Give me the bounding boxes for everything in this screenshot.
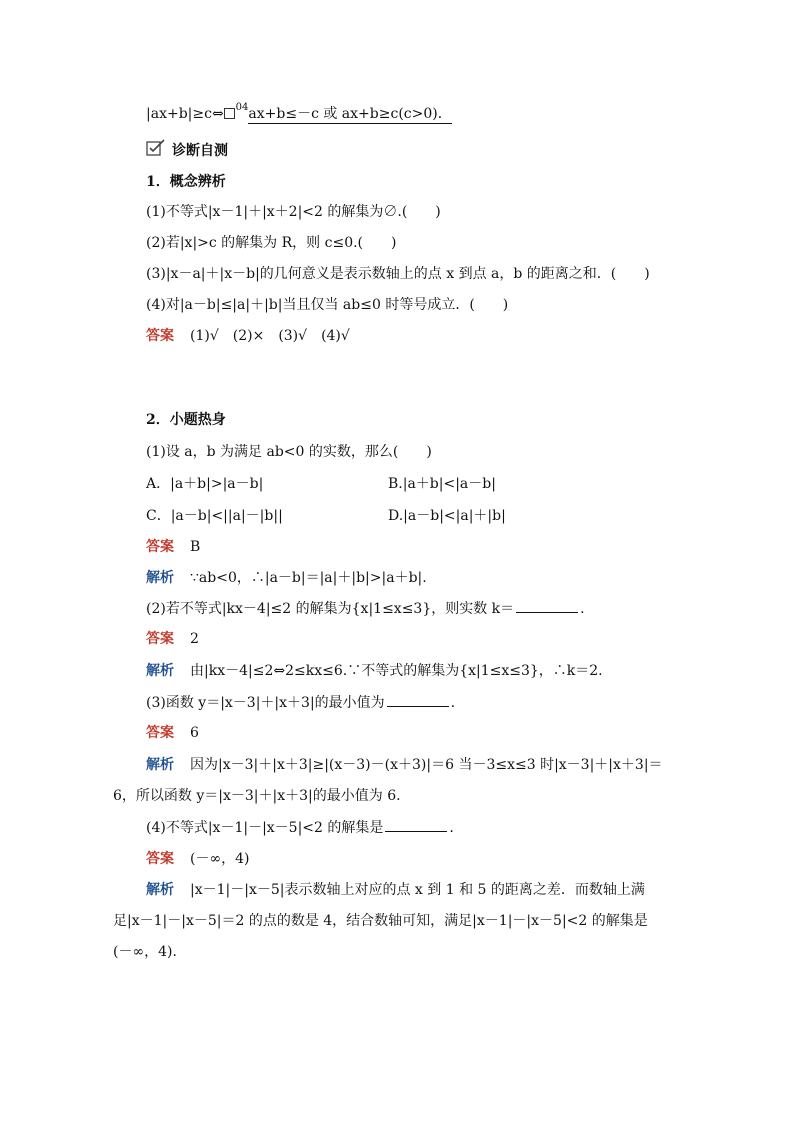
answer-text: B — [190, 539, 201, 555]
formula-underlined: ax+b≤－c 或 ax+b≥c(c>0)． — [248, 106, 452, 122]
q2-p1-optC: C．|a－b|<||a|－|b|| — [146, 508, 283, 524]
solution-label: 解析 — [146, 757, 174, 773]
answer-label: 答案 — [146, 631, 174, 647]
q2-p2-stem — [146, 598, 585, 619]
solution-label: 解析 — [146, 882, 174, 898]
q1-item-3: (3)|x－a|＋|x－b|的几何意义是表示数轴上的点 x 到点 a，b 的距离之和．( ) — [146, 266, 650, 282]
stem-end: . — [449, 820, 454, 836]
q1-item-1: (1)不等式|x－1|＋|x＋2|<2 的解集为∅.( ) — [146, 204, 441, 220]
solution-text: |x－1|－|x－5|表示数轴上对应的点 x 到 1 和 5 的距离之差．而数轴上满 — [190, 882, 645, 898]
q2-p3-solution-line2: 6，所以函数 y＝|x－3|＋|x＋3|的最小值为 6. — [113, 788, 401, 804]
answer-text: 2 — [190, 631, 199, 647]
q2-p4-stem — [146, 817, 454, 838]
answer-text: (－∞，4) — [190, 851, 250, 867]
q2-p1-optB: B.|a＋b|<|a－b| — [388, 476, 496, 492]
q2-p1-stem: (1)设 a，b 为满足 ab<0 的实数，那么( ) — [146, 444, 432, 460]
formula-left: |ax+b|≥c⇔ — [146, 106, 224, 122]
q2-p3-stem — [146, 692, 455, 713]
diag-section-title: 诊断自测 — [172, 143, 228, 159]
q1-title: 1．概念辨析 — [146, 174, 226, 190]
q2-p2-solution — [146, 661, 603, 681]
solution-text: 因为|x－3|＋|x＋3|≥|(x－3)－(x＋3)|＝6 当－3≤x≤3 时|x－3|＋|x＋3|＝ — [190, 757, 663, 773]
solution-text: 由|kx－4|≤2⇔2≤kx≤6.∵不等式的解集为{x|1≤x≤3}，∴k＝2. — [190, 663, 603, 679]
q2-p2-answer — [146, 629, 199, 649]
q2-p3-answer — [146, 723, 199, 743]
top-formula — [146, 104, 452, 126]
stem-text: (2)若不等式|kx－4|≤2 的解集为{x|1≤x≤3}，则实数 k＝ — [146, 601, 515, 617]
answer-blank[interactable] — [516, 598, 578, 613]
box-mark-icon — [224, 108, 235, 119]
solution-label: 解析 — [146, 663, 174, 679]
diag-section-header — [146, 139, 228, 163]
answer-text: (1)√ (2)× (3)√ (4)√ — [190, 328, 350, 344]
solution-text: ∵ab<0，∴|a－b|＝|a|＋|b|>|a＋b|. — [190, 570, 427, 586]
stem-end: . — [580, 601, 585, 617]
q2-p1-optD: D.|a－b|<|a|＋|b| — [388, 508, 506, 524]
answer-label: 答案 — [146, 539, 174, 555]
solution-label: 解析 — [146, 570, 174, 586]
q1-item-2: (2)若|x|>c 的解集为 R，则 c≤0.( ) — [146, 235, 397, 251]
q2-p1-optA: A．|a＋b|>|a－b| — [146, 476, 264, 492]
answer-label: 答案 — [146, 725, 174, 741]
formula-mark: 04 — [235, 102, 249, 113]
answer-blank[interactable] — [385, 817, 447, 832]
q2-p4-solution-line2: 足|x－1|－|x－5|＝2 的点的数是 4，结合数轴可知，满足|x－1|－|x－5|<2 的解集是 — [113, 913, 648, 929]
q2-p4-solution-line3: (－∞，4). — [113, 944, 177, 960]
q2-p1-solution — [146, 568, 427, 588]
stem-text: (3)函数 y＝|x－3|＋|x＋3|的最小值为 — [146, 695, 385, 711]
answer-text: 6 — [190, 725, 199, 741]
answer-blank[interactable] — [387, 692, 449, 707]
stem-text: (4)不等式|x－1|－|x－5|<2 的解集是 — [146, 820, 384, 836]
answer-label: 答案 — [146, 851, 174, 867]
stem-end: . — [450, 695, 456, 711]
q2-p1-answer — [146, 537, 200, 557]
q1-answer — [146, 326, 350, 346]
answer-label: 答案 — [146, 328, 174, 344]
q1-item-4: (4)对|a－b|≤|a|＋|b|当且仅当 ab≤0 时等号成立．( ) — [146, 297, 509, 313]
q2-p4-solution-line1 — [146, 880, 645, 900]
q2-title: 2．小题热身 — [146, 412, 226, 428]
q2-p3-solution-line1 — [146, 755, 663, 775]
q2-p4-answer — [146, 849, 250, 869]
check-pencil-icon — [146, 139, 166, 163]
